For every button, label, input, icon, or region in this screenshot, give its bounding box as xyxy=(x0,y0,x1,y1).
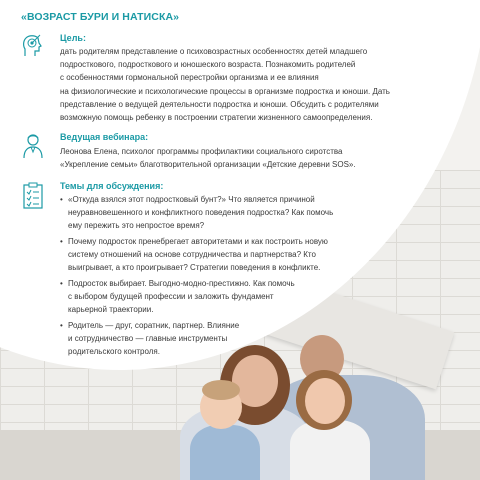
topic-line: родительского контроля. xyxy=(68,347,160,357)
topic-line: «Откуда взялся этот подростковый бунт?» Что является причиной xyxy=(68,195,315,204)
bullet-dot: • xyxy=(60,279,63,288)
goal-line: на физиологические и психологические процессы в организме подростка и юноши. Дать xyxy=(60,86,390,96)
page-title: «ВОЗРАСТ БУРИ И НАТИСКА» xyxy=(21,11,180,23)
goal-text xyxy=(60,45,390,124)
topic-line: карьерной траектории. xyxy=(68,305,154,315)
goal-title: Цель: xyxy=(60,33,86,43)
topic-line: и сотрудничество — главные инструменты xyxy=(68,334,228,344)
host-title: Ведущая вебинара: xyxy=(60,132,149,142)
checklist-icon xyxy=(22,182,44,210)
goal-line: подросткового, подросткового и юношеского возраста. Познакомить родителей xyxy=(60,60,356,70)
host-line: «Укрепление семьи» благотворительной организации «Детские деревни SOS». xyxy=(60,160,356,170)
topic-line: выигрывает, а кто проигрывает? Стратегии поведения в конфликте. xyxy=(68,263,321,273)
bullet-dot: • xyxy=(60,195,63,204)
goal-line: возможную помощь ребенку в построении стратегии жизненного самоопределения. xyxy=(60,113,373,123)
bullet-dot: • xyxy=(60,237,63,246)
target-head-icon xyxy=(22,34,44,58)
topic-line: Почему подросток пренебрегает авторитетами и как построить новую xyxy=(68,237,328,246)
presenter-icon xyxy=(22,133,44,159)
topic-line: ему пережить это непростое время? xyxy=(68,221,205,231)
topic-line: систему отношений на основе сотрудничества и партнерства? Кто xyxy=(68,250,316,260)
topic-line: Подросток выбирает. Выгодно-модно-престижно. Как помочь xyxy=(68,279,295,288)
topic-line: Родитель — друг, соратник, партнер. Влияние xyxy=(68,321,240,330)
topic-line: с выбором будущей профессии и заложить фундамент xyxy=(68,292,274,302)
bullet-dot: • xyxy=(60,321,63,330)
host-line: Леонова Елена, психолог программы профилактики социального сиротства xyxy=(60,147,343,156)
host-text xyxy=(60,145,356,171)
goal-line: дать родителям представление о психовозрастных особенностях детей младшего xyxy=(60,47,368,56)
goal-line: с особенностями гормональной перестройки организма и ее влияния xyxy=(60,73,319,83)
goal-line: представление о ведущей деятельности подростка и юноши. Обсудить с родителями xyxy=(60,99,379,109)
topic-line: неуравновешенного и конфликтного поведения подростка? Как помочь xyxy=(68,208,334,218)
topics-title: Темы для обсуждения: xyxy=(60,181,164,191)
